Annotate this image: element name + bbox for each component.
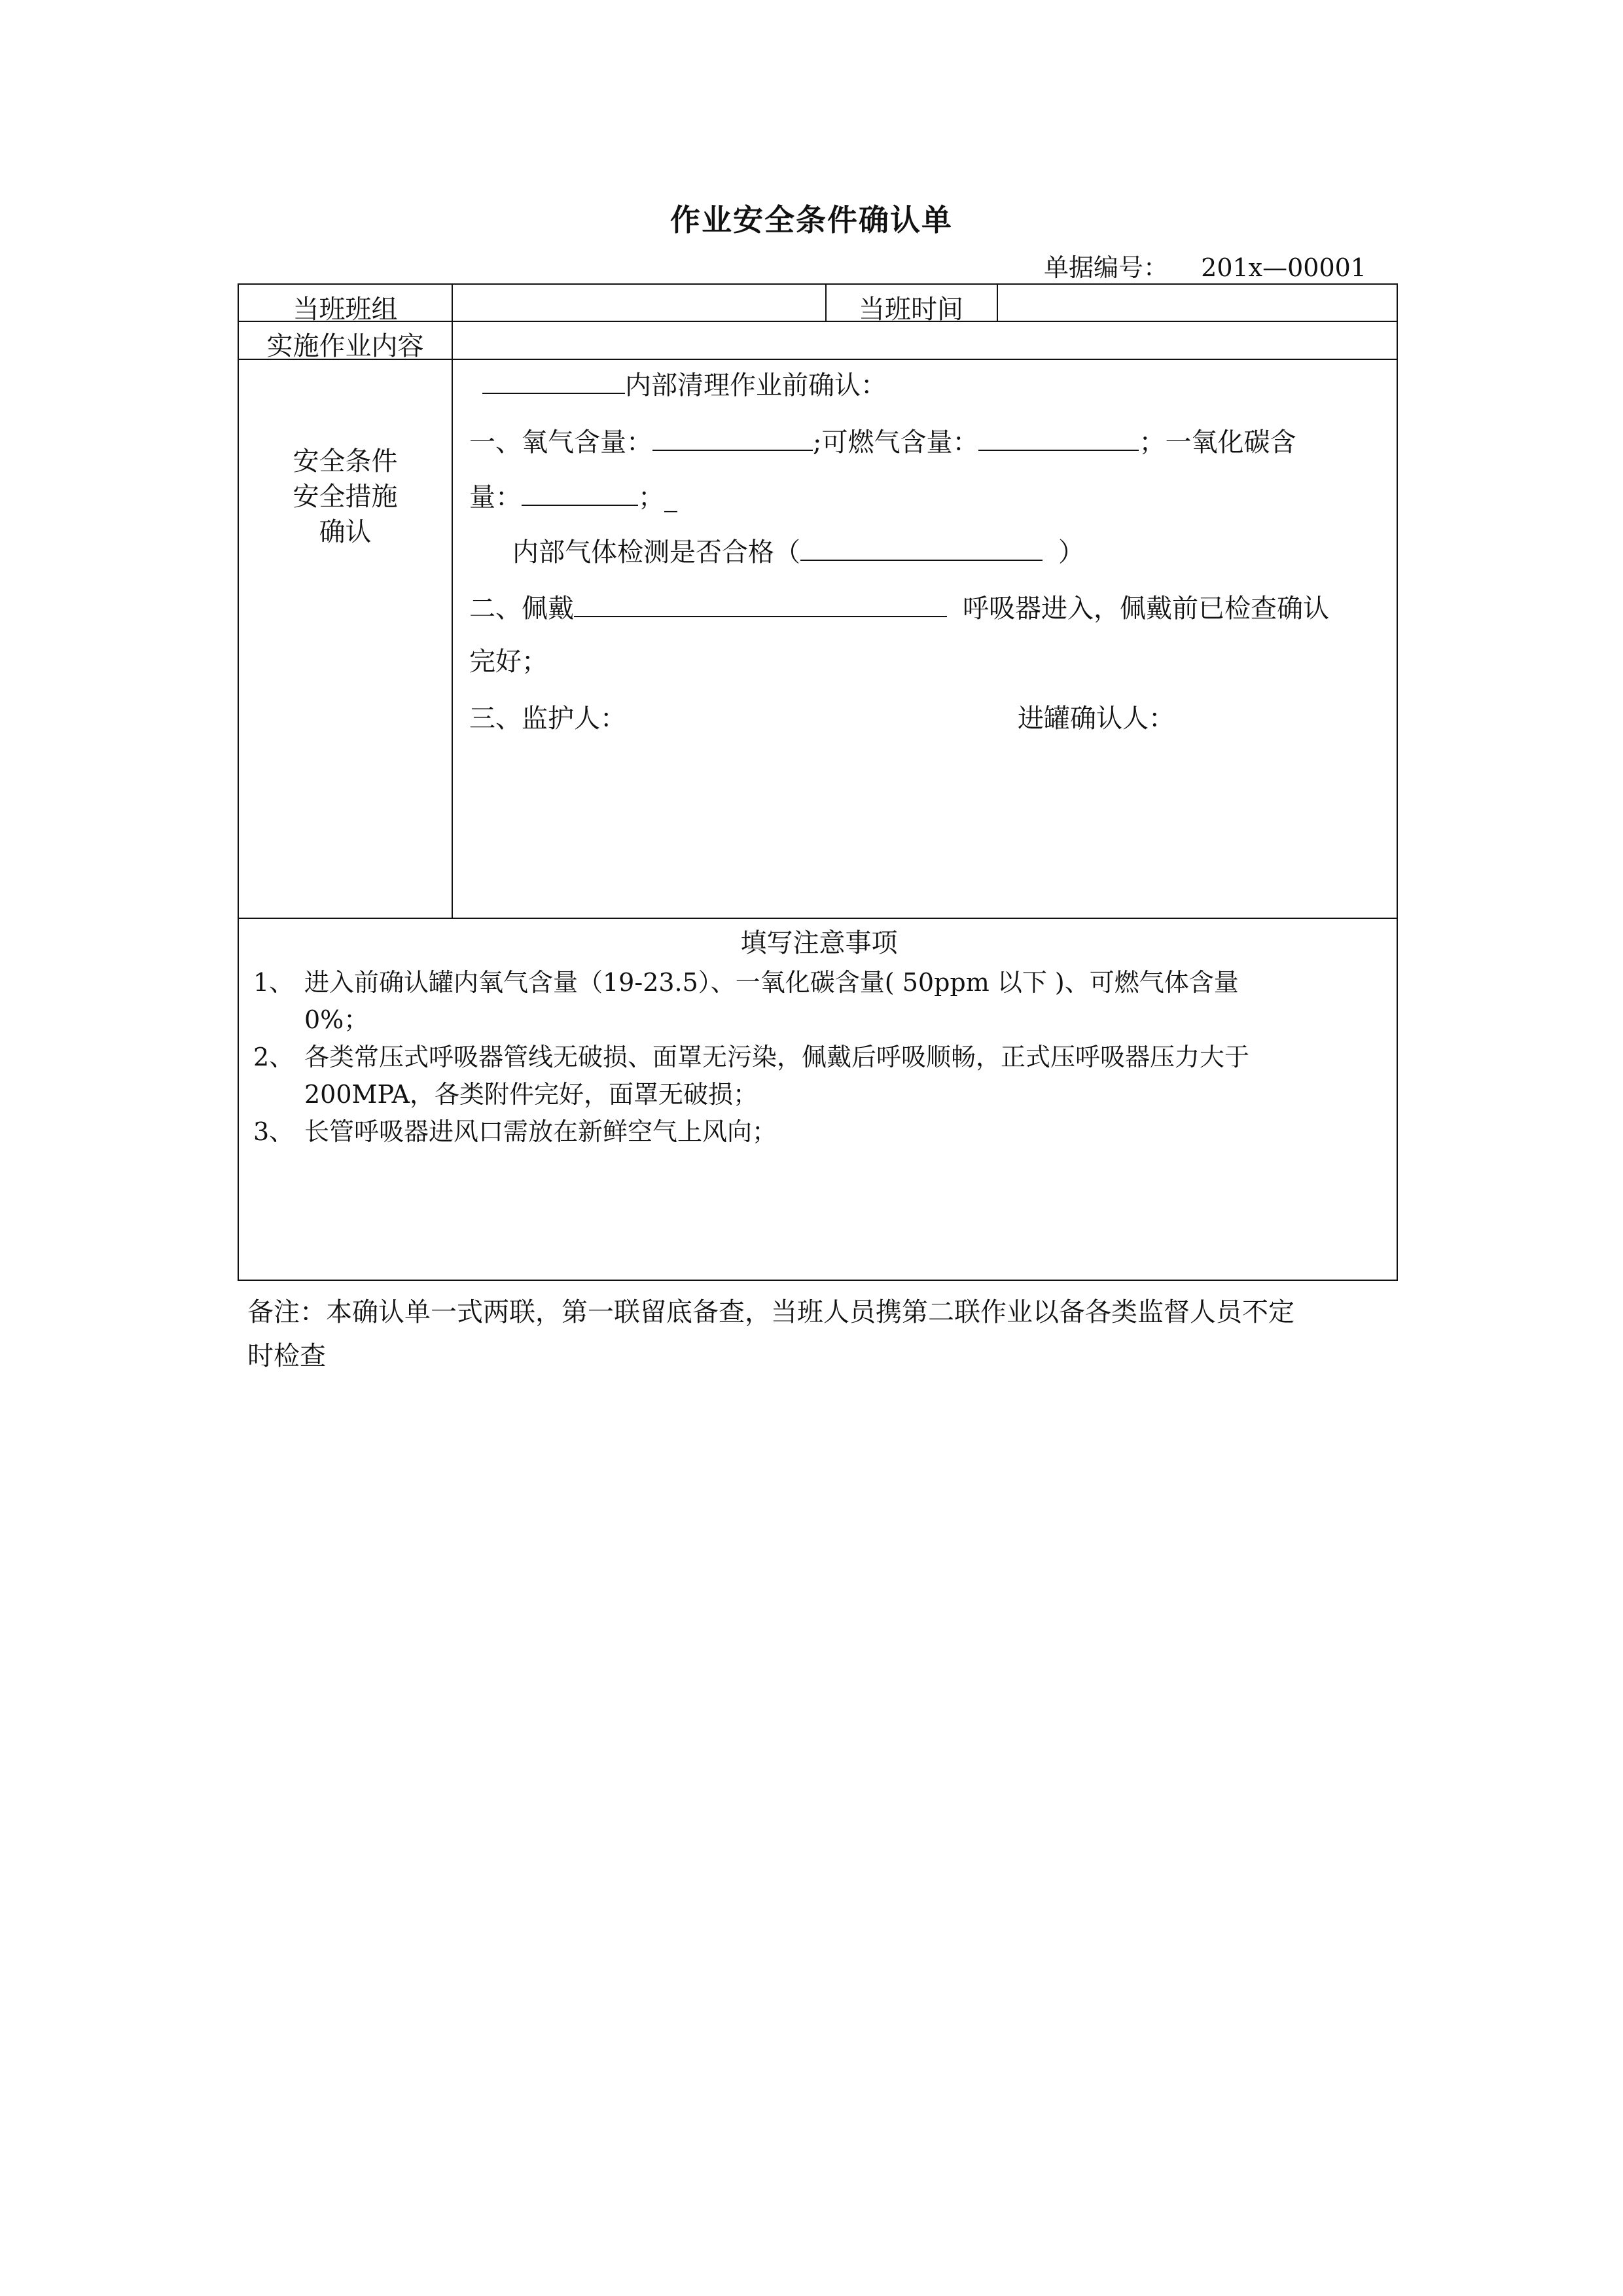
team-field[interactable]: [458, 289, 821, 317]
entrant-label: 进罐确认人：: [1018, 704, 1175, 734]
respirator-blank[interactable]: [574, 594, 947, 617]
gas-test-line: [512, 537, 1084, 565]
note-2-line1: 各类常压式呼吸器管线无破损、面罩无污染，佩戴后呼吸顺畅，正式压呼吸器压力大于: [304, 1043, 1250, 1071]
confirmation-form: [238, 283, 1398, 1281]
safety-label-line3: 确认: [319, 517, 372, 547]
note-1-num: 1、: [253, 968, 294, 997]
doc-number-value: 201x—00001: [1201, 253, 1366, 282]
gas-content-line: [469, 427, 1296, 456]
divider-safety: [239, 918, 1397, 919]
co-suffix: ；_: [638, 482, 677, 512]
co-label-cont: 量：: [469, 482, 522, 512]
content-label: 实施作业内容: [266, 331, 424, 361]
note-3-num: 3、: [253, 1117, 294, 1146]
time-label: 当班时间: [859, 295, 963, 325]
oxygen-label: 一、氧气含量：: [469, 427, 652, 457]
content-field[interactable]: [458, 325, 1387, 355]
notes-heading: 填写注意事项: [740, 928, 898, 958]
divider-time-label-right: [997, 285, 998, 321]
gas-test-close: ）: [1058, 537, 1084, 567]
divider-label-col: [452, 285, 453, 918]
oxygen-blank[interactable]: [652, 427, 813, 451]
work-area-blank[interactable]: [482, 370, 625, 394]
respirator-line-cont: 完好；: [469, 647, 548, 677]
guardian-label: 三、监护人：: [469, 704, 626, 734]
respirator-label: 二、佩戴: [469, 594, 574, 624]
flammable-blank[interactable]: [978, 427, 1139, 451]
safety-label-line2: 安全措施: [293, 482, 398, 512]
doc-number: [1044, 247, 1366, 283]
remark-line1: 备注：本确认单一式两联，第一联留底备查，当班人员携第二联作业以备各类监督人员不定: [247, 1297, 1294, 1327]
time-field[interactable]: [1003, 289, 1389, 317]
note-3-line1: 长管呼吸器进风口需放在新鲜空气上风向；: [304, 1117, 777, 1146]
safety-label-line1: 安全条件: [293, 446, 398, 476]
team-label: 当班班组: [293, 295, 398, 325]
doc-number-label: 单据编号：: [1043, 253, 1168, 282]
respirator-line: [469, 594, 1329, 622]
note-1-line2: 0%；: [304, 1005, 369, 1034]
respirator-text: 呼吸器进入，佩戴前已检查确认: [963, 594, 1329, 624]
gas-test-label: 内部气体检测是否合格（: [512, 537, 800, 567]
flammable-label: ;可燃气含量：: [813, 427, 979, 457]
cleanup-header-text: 内部清理作业前确认：: [625, 370, 887, 401]
remark-line2: 时检查: [247, 1341, 326, 1371]
note-2-line2: 200MPA，各类附件完好，面罩无破损；: [304, 1080, 758, 1109]
co-label: ；一氧化碳含: [1139, 427, 1296, 457]
gas-test-blank[interactable]: [800, 537, 1043, 561]
cleanup-header: [482, 370, 887, 399]
co-content-line: [469, 482, 677, 511]
note-2-num: 2、: [253, 1043, 294, 1071]
note-1-line1: 进入前确认罐内氧气含量（19-23.5）、一氧化碳含量( 50ppm 以下 )、可燃气体含量: [304, 968, 1239, 997]
co-blank[interactable]: [522, 482, 638, 506]
form-title: 作业安全条件确认单: [670, 202, 953, 238]
